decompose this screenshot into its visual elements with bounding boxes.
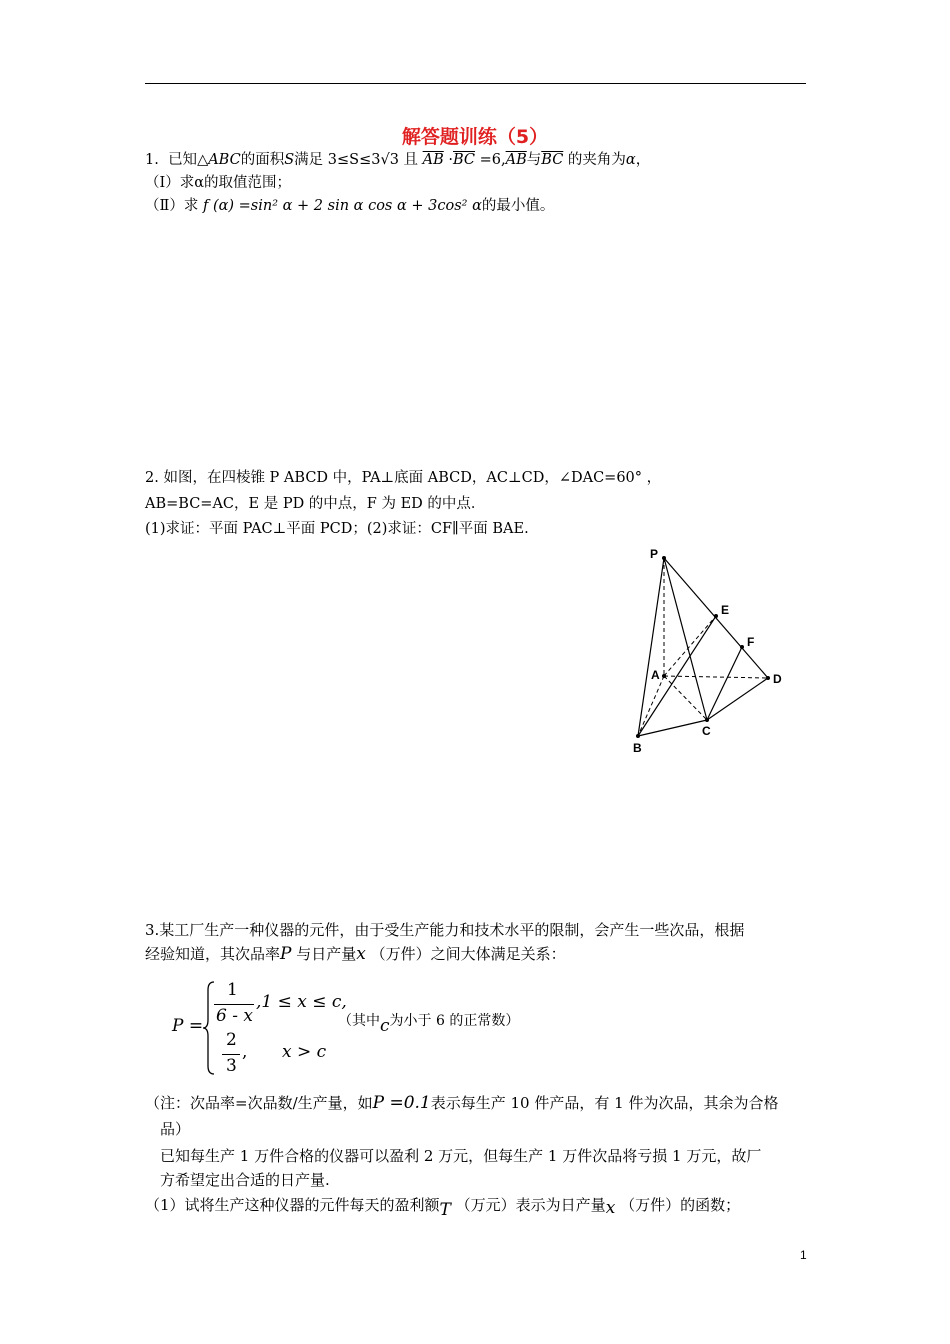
q1-text: 的夹角为 xyxy=(567,152,626,168)
edge-cf xyxy=(707,647,742,720)
q1-text: =6, xyxy=(479,152,506,168)
q3-text: 与日产量 xyxy=(296,945,357,963)
cond1: ,1 ≤ x ≤ c, xyxy=(256,992,347,1012)
edge-be xyxy=(638,616,716,736)
point-b xyxy=(636,734,640,738)
q3-note-line2: 品） xyxy=(160,1120,191,1138)
label-a: A xyxy=(651,668,660,682)
dot-operator: · xyxy=(448,152,453,168)
frac2-num: 2 xyxy=(226,1030,237,1050)
edge-ae xyxy=(664,616,716,676)
q3-line2 xyxy=(145,944,566,964)
label-b: B xyxy=(633,741,642,755)
formula-lhs: P = xyxy=(172,1016,204,1036)
var-x: x xyxy=(356,944,366,964)
q1-text: 已知 xyxy=(168,152,198,168)
q1-text: 满足 3≤S≤3 xyxy=(294,152,381,168)
q3-text: （万元）表示为日产量 xyxy=(455,1196,606,1214)
point-c xyxy=(705,718,709,722)
label-d: D xyxy=(773,672,782,686)
label-p: P xyxy=(650,547,659,561)
var-t: T xyxy=(439,1200,451,1220)
var-p: P xyxy=(280,944,292,964)
edge-ad xyxy=(664,676,768,678)
edge-cd xyxy=(707,678,768,720)
q1-line1 xyxy=(145,150,650,170)
point-e xyxy=(714,614,718,618)
frac2-den: 3 xyxy=(226,1056,237,1076)
point-p xyxy=(662,556,666,560)
label-c: C xyxy=(702,724,711,738)
frac1-num: 1 xyxy=(227,980,238,1000)
q3-text: （万件）的函数； xyxy=(620,1196,741,1214)
frac2-bar xyxy=(222,1054,240,1055)
var-x: x xyxy=(605,1198,616,1218)
vector-bc: $\overline{BC}$ xyxy=(453,152,476,168)
vector-ab: $\overline{AB}$ xyxy=(505,152,527,168)
note-text: 为小于 6 的正常数） xyxy=(389,1013,520,1029)
q3-text: （1）试将生产这种仪器的元件每天的盈利额 xyxy=(145,1196,440,1214)
q2-line1: 2. 如图，在四棱锥 P ABCD 中，PA⊥底面 ABCD，AC⊥CD，∠DAC=60° ， xyxy=(145,470,662,486)
edge-bc xyxy=(638,720,707,736)
q1-text: 且 xyxy=(403,152,419,168)
vector-ab: $\overline{AB}$ xyxy=(422,152,444,168)
q1-part2 xyxy=(145,196,554,216)
q1-text: ， xyxy=(635,152,651,168)
q3-note-line1 xyxy=(145,1093,778,1113)
frac2-comma: , xyxy=(242,1042,248,1062)
page-title: 解答题训练（5） xyxy=(401,126,549,148)
note-text: （注：次品率=次品数/生产量，如 xyxy=(145,1094,373,1112)
q3-text: 经验知道，其次品率 xyxy=(145,945,281,963)
note-text: 表示每生产 10 件产品，有 1 件为次品，其余为合格 xyxy=(430,1094,779,1112)
var-c: c xyxy=(380,1016,390,1036)
point-d xyxy=(766,676,770,680)
label-f: F xyxy=(747,635,755,649)
header-rule xyxy=(145,83,806,84)
q1-part1: （Ⅰ）求α的取值范围； xyxy=(145,175,292,191)
q2-line3: (1)求证：平面 PAC⊥平面 PCD；(2)求证：CF∥平面 BAE. xyxy=(145,521,529,537)
alpha: α xyxy=(625,152,636,168)
piecewise-formula xyxy=(170,978,770,1078)
label-e: E xyxy=(721,603,730,617)
q1-number: 1. xyxy=(145,152,159,168)
cond2: x > c xyxy=(282,1042,327,1062)
q3-sub1 xyxy=(145,1195,741,1220)
q1-formula: f (α) =sin² α + 2 sin α cos α + 3cos² α xyxy=(202,198,482,214)
frac1-den: 6 - x xyxy=(216,1006,253,1026)
page-number: 1 xyxy=(800,1248,807,1262)
q1-text: 与 xyxy=(526,152,542,168)
left-brace xyxy=(202,980,216,1076)
q1-triangle: △ABC xyxy=(197,152,241,168)
vector-bc: $\overline{BC}$ xyxy=(541,152,564,168)
edge-pb xyxy=(638,558,664,736)
note-eq: P =0.1 xyxy=(372,1093,431,1113)
pyramid-figure xyxy=(620,540,795,755)
point-a xyxy=(662,674,666,678)
point-f xyxy=(740,645,744,649)
q1-sqrt: √3 xyxy=(380,152,399,168)
frac1-bar xyxy=(214,1004,254,1005)
q1-text: 的最小值。 xyxy=(481,198,555,214)
note-text: （其中 xyxy=(338,1013,380,1029)
q1-text: （Ⅱ）求 xyxy=(145,198,199,214)
q3-line1: 3.某工厂生产一种仪器的元件，由于受生产能力和技术水平的限制，会产生一些次品，根据 xyxy=(145,921,745,939)
q2-line2: AB=BC=AC，E 是 PD 的中点，F 为 ED 的中点． xyxy=(145,496,486,512)
q1-S: S xyxy=(284,152,295,168)
q3-para2: 方希望定出合适的日产量. xyxy=(160,1171,330,1189)
q3-para1: 已知每生产 1 万件合格的仪器可以盈利 2 万元，但每生产 1 万件次品将亏损 1 万元，故厂 xyxy=(160,1147,762,1165)
formula-note xyxy=(338,1010,520,1036)
q3-text: （万件）之间大体满足关系： xyxy=(370,945,566,963)
q1-text: 的面积 xyxy=(240,152,285,168)
